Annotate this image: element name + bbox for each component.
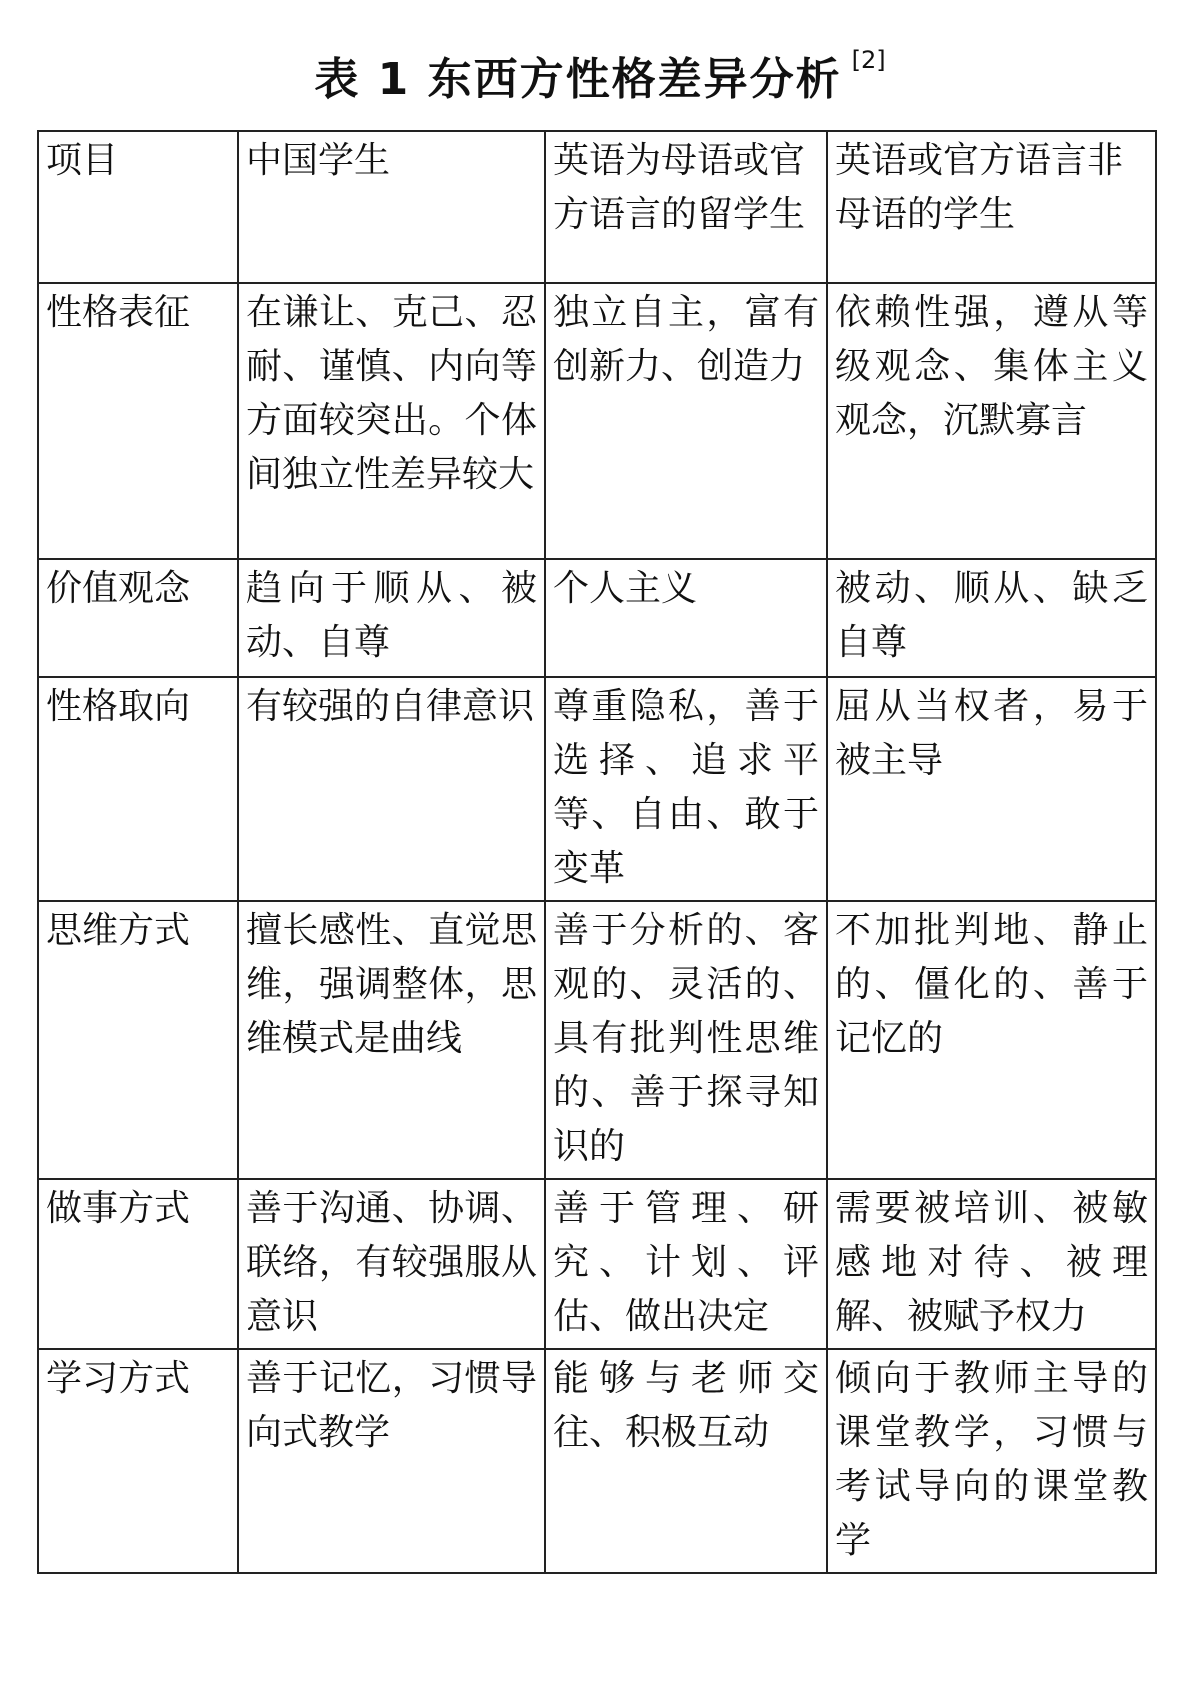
cell-native: 善于分析的、客观的、灵活的、具有批判性思维的、善于探寻知识的 [545, 901, 827, 1179]
row-label: 做事方式 [38, 1179, 238, 1349]
table-row [38, 559, 1156, 677]
table-row [38, 677, 1156, 901]
cell-nonnative: 依赖性强，遵从等级观念、集体主义观念，沉默寡言 [827, 283, 1156, 559]
cell-native: 善于管理、研究、计划、评估、做出决定 [545, 1179, 827, 1349]
header-cell-item: 项目 [38, 131, 238, 283]
table-row [38, 901, 1156, 1179]
citation-mark: [2] [851, 46, 886, 74]
cell-chinese: 擅长感性、直觉思维，强调整体，思维模式是曲线 [238, 901, 545, 1179]
cell-native: 能够与老师交往、积极互动 [545, 1349, 827, 1573]
header-row [38, 131, 1156, 283]
table-row [38, 1179, 1156, 1349]
header-cell-nonnative: 英语或官方语言非母语的学生 [827, 131, 1156, 283]
table-row [38, 283, 1156, 559]
cell-nonnative: 被动、顺从、缺乏自尊 [827, 559, 1156, 677]
cell-nonnative: 倾向于教师主导的课堂教学，习惯与考试导向的课堂教学 [827, 1349, 1156, 1573]
row-label: 价值观念 [38, 559, 238, 677]
row-label: 学习方式 [38, 1349, 238, 1573]
table-row [38, 1349, 1156, 1573]
cell-chinese: 趋向于顺从、被动、自尊 [238, 559, 545, 677]
cell-chinese: 善于记忆，习惯导向式教学 [238, 1349, 545, 1573]
cell-native: 尊重隐私，善于选择、追求平等、自由、敢于变革 [545, 677, 827, 901]
cell-nonnative: 不加批判地、静止的、僵化的、善于记忆的 [827, 901, 1156, 1179]
row-label: 思维方式 [38, 901, 238, 1179]
header-cell-native: 英语为母语或官方语言的留学生 [545, 131, 827, 283]
table-title [0, 30, 1200, 110]
cell-nonnative: 需要被培训、被敏感地对待、被理解、被赋予权力 [827, 1179, 1156, 1349]
row-label: 性格表征 [38, 283, 238, 559]
cell-chinese: 善于沟通、协调、联络，有较强服从意识 [238, 1179, 545, 1349]
cell-nonnative: 屈从当权者，易于被主导 [827, 677, 1156, 901]
cell-native: 独立自主，富有创新力、创造力 [545, 283, 827, 559]
cell-native: 个人主义 [545, 559, 827, 677]
row-label: 性格取向 [38, 677, 238, 901]
comparison-table [37, 130, 1157, 1574]
cell-chinese: 在谦让、克己、忍耐、谨慎、内向等方面较突出。个体间独立性差异较大 [238, 283, 545, 559]
header-cell-chinese: 中国学生 [238, 131, 545, 283]
cell-chinese: 有较强的自律意识 [238, 677, 545, 901]
table-title-text: 表 1 东西方性格差异分析 [314, 54, 842, 105]
